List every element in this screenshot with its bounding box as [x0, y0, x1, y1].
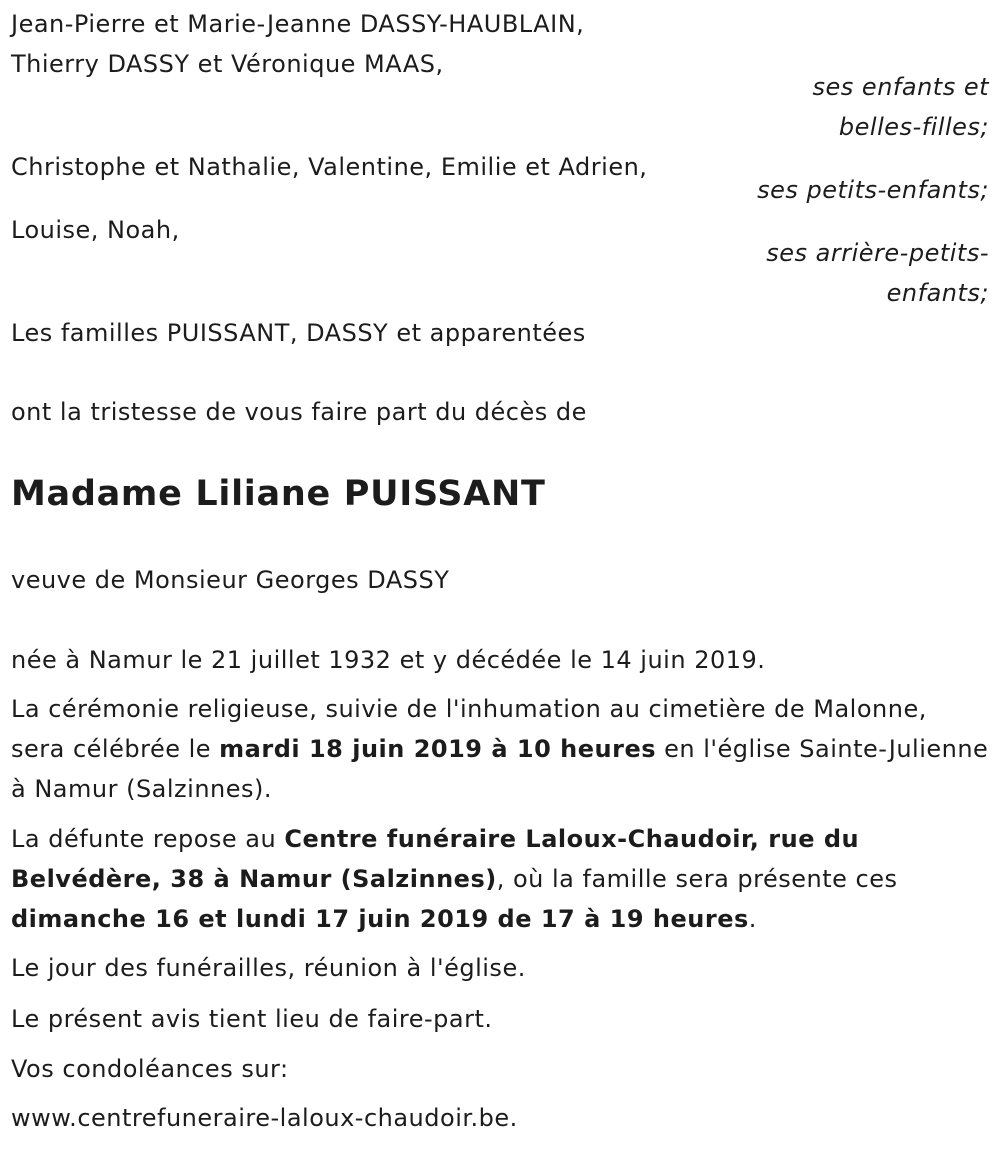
grandchildren-role: ses petits-enfants;	[757, 176, 989, 204]
announcement-intro: ont la tristesse de vous faire part du décès de	[11, 398, 587, 426]
children-line-2: Thierry DASSY et Véronique MAAS,	[11, 50, 444, 78]
grandchildren-names: Christophe et Nathalie, Valentine, Emilie et Adrien,	[11, 153, 648, 181]
viewing-line-1	[11, 825, 859, 854]
viewing-period: .	[748, 905, 757, 933]
funeral-day-note: Le jour des funérailles, réunion à l'église.	[11, 954, 526, 982]
great-grandchildren-role-line-2: enfants;	[886, 279, 989, 307]
ceremony-line-2	[11, 735, 988, 764]
extended-families: Les familles PUISSANT, DASSY et apparentées	[11, 319, 586, 347]
children-line-1: Jean-Pierre et Marie-Jeanne DASSY-HAUBLAIN,	[11, 10, 585, 38]
deceased-name: Madame Liliane PUISSANT	[11, 474, 546, 514]
condolences-label: Vos condoléances sur:	[11, 1055, 289, 1083]
funeral-home-name: Centre funéraire Laloux-Chaudoir, rue du	[284, 825, 860, 853]
viewing-line-2	[11, 865, 898, 894]
viewing-prefix: La défunte repose au	[11, 825, 285, 853]
viewing-presence: , où la famille sera présente ces	[496, 865, 898, 893]
ceremony-line-1: La cérémonie religieuse, suivie de l'inhumation au cimetière de Malonne,	[11, 695, 927, 723]
great-grandchildren-role-line-1: ses arrière-petits-	[766, 239, 989, 267]
ceremony-prefix: sera célébrée le	[11, 735, 220, 763]
birth-death-dates: née à Namur le 21 juillet 1932 et y décédée le 14 juin 2019.	[11, 646, 766, 674]
great-grandchildren-names: Louise, Noah,	[11, 216, 180, 244]
children-role-line-1: ses enfants et	[812, 73, 989, 101]
children-role-line-2: belles-filles;	[838, 113, 989, 141]
viewing-line-3	[11, 905, 757, 934]
ceremony-line-3: à Namur (Salzinnes).	[11, 775, 273, 803]
ceremony-location: en l'église Sainte-Julienne	[656, 735, 989, 763]
viewing-dates: dimanche 16 et lundi 17 juin 2019 de 17 à 19 heures	[11, 905, 749, 933]
notice-note: Le présent avis tient lieu de faire-part.	[11, 1005, 493, 1033]
condolences-website: www.centrefuneraire-laloux-chaudoir.be.	[11, 1104, 518, 1132]
widow-of: veuve de Monsieur Georges DASSY	[11, 566, 450, 594]
ceremony-date: mardi 18 juin 2019 à 10 heures	[219, 735, 657, 763]
funeral-home-address: Belvédère, 38 à Namur (Salzinnes)	[11, 865, 497, 893]
